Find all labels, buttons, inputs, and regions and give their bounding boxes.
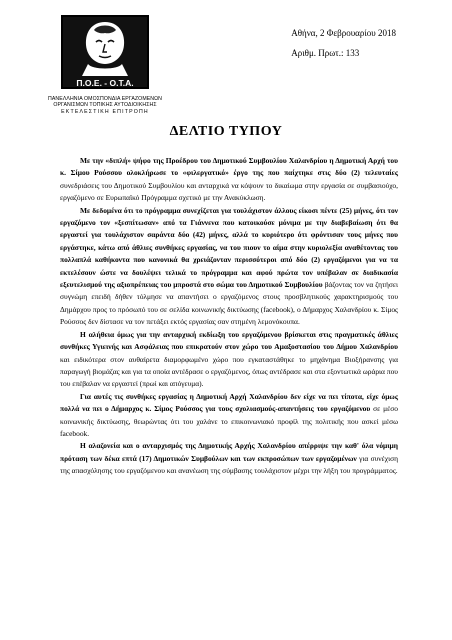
paragraph-bold-text: Με την «διπλή» ψήφο της Προέδρου του Δημοτικού Συμβουλίου Χαλανδρίου η Δημοτική Αρχή του κ. Σίμου Ρούσσου ολοκλήρωσε το «φιλεργατικό» έργο της που παίχτηκε στις δύο (2) τελευταίες (60, 156, 398, 178)
protocol-number: Αριθμ. Πρωτ.: 133 (291, 48, 360, 58)
paragraph-bold-text: Με δεδομένα ότι το πρόγραμμα συνεχίζεται για τουλάχιστον άλλους είκοσι πέντε (25) μήνες, ότι τον εργαζόμενο τον «ξεσπίτωσαν» από τα Γιάννενα που κατοικούσε μόνιμα με την διαβεβαίωση ότι θα εργαστεί για τουλάχιστον σαράντα δύο (42) μήνες, αλλά το κυριότερο ότι φρόντισαν τους μήνες που εργάστηκε, κάτω από άθλιες συνθήκες εργασίας, να του πιουν το αίμα στην κυριολεξία αναθέτοντας του πολλαπλά καθήκοντα που κανονικά θα χρειάζονταν περισσότεροι από δύο (2) εργαζόμενοι για να τα εκτελέσουν ώστε να δουλέψει τελικά το πρόγραμμα και αφού πρώτα τον υπέβαλαν σε διαδικασία εξευτελισμού της αξιοπρέπειας του μπροστά στο σώμα του Δημοτικού Συμβουλίου (60, 205, 398, 290)
press-release-body (60, 155, 398, 478)
document-meta (291, 28, 396, 68)
paragraph-text: συνεδριάσεις του Δημοτικού Συμβουλίου και ανταρχικά να κόψουν το δικαίωμα στην εργασία σε συμβασιούχο, εργαζόμενο σε Ευρωπαϊκό Πρόγραμμα σχετικό με την Ανακύκλωση. (60, 180, 398, 203)
org-line: ΕΚΤΕΛΕΣΤΙΚΗ ΕΠΙΤΡΟΠΗ (61, 108, 149, 115)
logo-text: Π.Ο.Ε. - Ο.Τ.Α. (76, 78, 134, 88)
paragraph-bold-text: Η αλήθεια όμως για την ανταρχική εκδίωξη του εργαζόμενου βρίσκεται στις πραγματικές άθλιες συνθήκες Υγιεινής και Ασφάλειας που επικρατούν στον χώρο του Αμαξοστασίου του Δήμου Χαλανδρίου (60, 329, 398, 352)
federation-logo-block (46, 12, 164, 115)
paragraph (60, 155, 398, 205)
paragraph-text: και ειδικότερα στον αυθαίρετα διαμορφωμένο χώρο που εγκαταστάθηκε το μηχάνημα Βιοξήρανσης για παραγωγή βιομάζας και για τα οποία αντέδρασε ο εργαζόμενος, όπως αντέδρασε και στα εξοντωτικά ωράρια που του επέβαλαν να εργαστεί (πρωί και απόγευμα). (60, 354, 398, 389)
paragraph-text: σε μέσο κοινωνικής δικτύωσης, θεωρώντας ότι του χαλάνε το επικοινωνιακό προφίλ της πολιτικής που ασκεί μέσω facebook. (60, 404, 398, 438)
org-line: ΟΡΓΑΝΙΣΜΩΝ ΤΟΠΙΚΗΣ ΑΥΤΟΔΙΟΙΚΗΣΗΣ (53, 102, 157, 109)
paragraph (60, 391, 398, 441)
federation-logo (58, 12, 152, 96)
organization-name (46, 96, 164, 115)
paragraph-text: βάζοντας τον να ζητήσει συγνώμη επειδή δήθεν τόλμησε να απαντήσει ο εργαζόμενος στους προσβλητικούς χαρακτηρισμούς του Δημάρχου προς το πρόσωπό του σε σελίδα κοινωνικής δικτύωσης (facebook), ο Δήμαρχος Χαλανδρίου κ. Σίμος Ρούσσος δεν δίστασε να τον πετάξει εκτός εργασίας σαν στημένη λεμονόκουπα. (60, 280, 398, 327)
paragraph-bold-text: Η αλαζονεία και ο ανταρχισμός της Δημοτικής Αρχής Χαλανδρίου απέρριψε την καθ' όλα νόμιμη πρόταση των δέκα επτά (17) Δημοτικών Συμβούλων και των εκπροσώπων των εργαζομένων (60, 441, 398, 463)
date: Αθήνα, 2 Φεβρουαρίου 2018 (291, 28, 396, 38)
page-title: ΔΕΛΤΙΟ ΤΥΠΟΥ (169, 124, 283, 139)
paragraph (60, 440, 398, 477)
paragraph-bold-text: Για αυτές τις συνθήκες εργασίας η Δημοτική Αρχή Χαλανδρίου δεν είχε να πει τίποτα, είχε όμως πολλά να πει ο Δήμαρχος κ. Σίμος Ρούσσος για τους σχολιασμούς-απαντήσεις του εργαζόμενου (60, 391, 398, 414)
paragraph (60, 205, 398, 329)
paragraph (60, 329, 398, 391)
org-line: ΠΑΝΕΛΛΗΝΙΑ ΟΜΟΣΠΟΝΔΙΑ ΕΡΓΑΖΟΜΕΝΩΝ (48, 96, 162, 102)
paragraph-text: για συνέχιση της απασχόλησης του εργαζόμενου και ανανέωση της σύμβασης τουλάχιστον μέχρι την λήξη του προγράμματος. (60, 453, 398, 476)
